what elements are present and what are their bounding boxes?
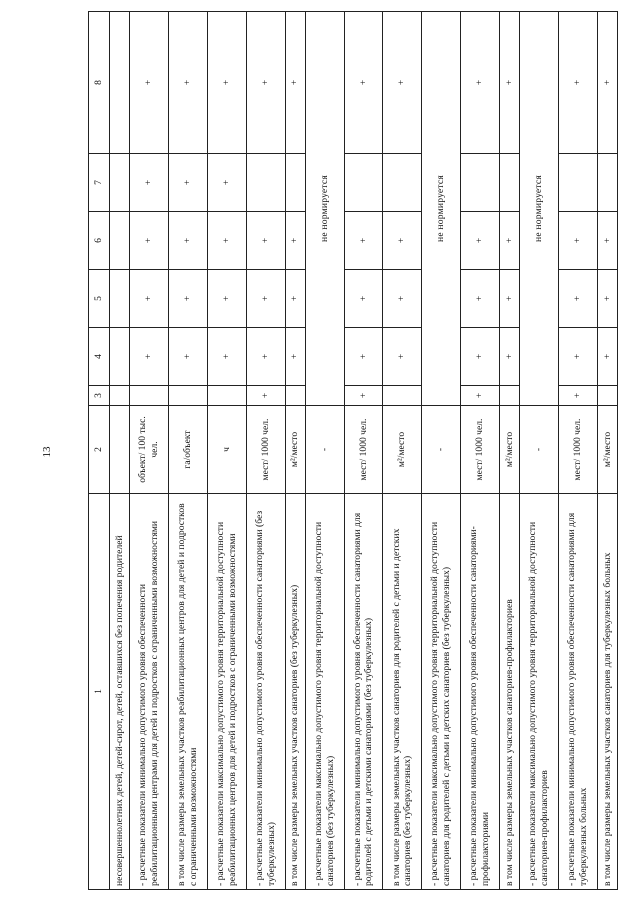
indicator-name-cell: - расчетные показатели максимально допустимого уровня территориальной доступности реабилитационных центров для детей и подростков с ограниченными возможностями <box>207 494 246 890</box>
header-row <box>89 12 110 890</box>
table-row <box>344 12 383 890</box>
applicability-mark-cell <box>110 386 130 406</box>
indicator-name-cell: в том числе размеры земельных участков санаториев для родителей с детьми и детских санаториев (без туберкулезных) <box>383 494 422 890</box>
applicability-mark-cell <box>499 386 519 406</box>
table-row <box>461 12 500 890</box>
applicability-mark-cell: + <box>461 212 500 270</box>
applicability-mark-cell: + <box>130 328 169 386</box>
applicability-mark-cell: + <box>558 12 597 154</box>
unit-cell: мест/ 1000 чел. <box>344 406 383 494</box>
applicability-mark-cell: + <box>383 12 422 154</box>
applicability-mark-cell: + <box>597 328 617 386</box>
unit-cell: - <box>422 406 461 494</box>
applicability-mark-cell: + <box>597 212 617 270</box>
applicability-mark-cell: + <box>461 386 500 406</box>
column-header: 2 <box>89 406 110 494</box>
applicability-mark-cell <box>169 386 208 406</box>
table-row <box>246 12 285 890</box>
applicability-mark-cell: + <box>285 270 305 328</box>
unit-cell: мест/ 1000 чел. <box>558 406 597 494</box>
applicability-mark-cell <box>207 386 246 406</box>
table-row <box>110 12 130 890</box>
applicability-mark-cell: + <box>285 328 305 386</box>
unit-cell: - <box>520 406 559 494</box>
indicator-name-cell: в том числе размеры земельных участков санаториев-профилакториев <box>499 494 519 890</box>
applicability-mark-cell: + <box>285 12 305 154</box>
table-row <box>169 12 208 890</box>
standards-table <box>88 11 618 890</box>
table-row <box>520 12 559 890</box>
applicability-mark-cell <box>597 154 617 212</box>
not-regulated-note: не нормируется <box>520 12 559 406</box>
unit-cell: м²/место <box>597 406 617 494</box>
indicator-name-cell: в том числе размеры земельных участков санаториев для туберкулезных больных <box>597 494 617 890</box>
applicability-mark-cell <box>383 154 422 212</box>
table-body <box>110 12 618 890</box>
table-row <box>422 12 461 890</box>
applicability-mark-cell: + <box>169 12 208 154</box>
applicability-mark-cell: + <box>499 12 519 154</box>
applicability-mark-cell: + <box>207 12 246 154</box>
applicability-mark-cell <box>344 154 383 212</box>
applicability-mark-cell: + <box>383 270 422 328</box>
indicator-name-cell: в том числе размеры земельных участков реабилитационных центров для детей и подростков с ограниченными возможностями <box>169 494 208 890</box>
indicator-name-cell: - расчетные показатели минимально допустимого уровня обеспеченности санаториями-профилакториями <box>461 494 500 890</box>
table-row <box>207 12 246 890</box>
applicability-mark-cell <box>110 270 130 328</box>
applicability-mark-cell: + <box>383 328 422 386</box>
applicability-mark-cell: + <box>130 12 169 154</box>
applicability-mark-cell: + <box>558 270 597 328</box>
column-header: 6 <box>89 212 110 270</box>
unit-cell: мест/ 1000 чел. <box>461 406 500 494</box>
applicability-mark-cell: + <box>130 212 169 270</box>
applicability-mark-cell: + <box>246 386 285 406</box>
applicability-mark-cell: + <box>344 386 383 406</box>
applicability-mark-cell: + <box>169 270 208 328</box>
not-regulated-note: не нормируется <box>422 12 461 406</box>
applicability-mark-cell <box>110 212 130 270</box>
indicator-name-cell: - расчетные показатели максимально допустимого уровня территориальной доступности санаториев для родителей с детьми и детских санаториев (без туберкулезных) <box>422 494 461 890</box>
applicability-mark-cell: + <box>499 328 519 386</box>
applicability-mark-cell: + <box>130 154 169 212</box>
applicability-mark-cell: + <box>169 212 208 270</box>
column-header: 4 <box>89 328 110 386</box>
table-row <box>130 12 169 890</box>
applicability-mark-cell <box>110 12 130 154</box>
applicability-mark-cell <box>285 154 305 212</box>
unit-cell: ч <box>207 406 246 494</box>
not-regulated-note: не нормируется <box>305 12 344 406</box>
applicability-mark-cell: + <box>169 328 208 386</box>
applicability-mark-cell: + <box>246 212 285 270</box>
applicability-mark-cell <box>558 154 597 212</box>
applicability-mark-cell <box>499 154 519 212</box>
applicability-mark-cell: + <box>558 386 597 406</box>
applicability-mark-cell <box>130 386 169 406</box>
applicability-mark-cell: + <box>246 12 285 154</box>
indicator-name-cell: - расчетные показатели максимально допустимого уровня территориальной доступности санаториев (без туберкулезных) <box>305 494 344 890</box>
applicability-mark-cell <box>110 328 130 386</box>
applicability-mark-cell: + <box>499 270 519 328</box>
applicability-mark-cell: + <box>344 12 383 154</box>
applicability-mark-cell: + <box>558 212 597 270</box>
unit-cell: га/объект <box>169 406 208 494</box>
applicability-mark-cell: + <box>246 328 285 386</box>
applicability-mark-cell: + <box>207 328 246 386</box>
table-row <box>285 12 305 890</box>
table-row <box>305 12 344 890</box>
applicability-mark-cell: + <box>558 328 597 386</box>
applicability-mark-cell: + <box>207 154 246 212</box>
applicability-mark-cell: + <box>597 12 617 154</box>
applicability-mark-cell: + <box>246 270 285 328</box>
indicator-name-cell: несовершеннолетних детей, детей-сирот, детей, оставшихся без попечения родителей <box>110 494 130 890</box>
indicator-name-cell: - расчетные показатели минимально допустимого уровня обеспеченности санаториями (без туберкулезных) <box>246 494 285 890</box>
table-row <box>499 12 519 890</box>
indicator-name-cell: - расчетные показатели минимально допустимого уровня обеспеченности реабилитационными центрами для детей и подростков с ограниченными возможностями <box>130 494 169 890</box>
table-row <box>558 12 597 890</box>
applicability-mark-cell <box>597 386 617 406</box>
applicability-mark-cell: + <box>169 154 208 212</box>
applicability-mark-cell: + <box>207 212 246 270</box>
indicator-name-cell: - расчетные показатели максимально допустимого уровня территориальной доступности санаториев-профилакториев <box>520 494 559 890</box>
applicability-mark-cell <box>285 386 305 406</box>
applicability-mark-cell: + <box>344 328 383 386</box>
indicator-name-cell: в том числе размеры земельных участков санаториев (без туберкулезных) <box>285 494 305 890</box>
unit-cell: м²/место <box>499 406 519 494</box>
column-header: 7 <box>89 154 110 212</box>
applicability-mark-cell: + <box>597 270 617 328</box>
applicability-mark-cell: + <box>461 270 500 328</box>
applicability-mark-cell: + <box>344 270 383 328</box>
unit-cell <box>110 406 130 494</box>
table-row <box>383 12 422 890</box>
page-number: 13 <box>41 446 53 458</box>
unit-cell: мест/ 1000 чел. <box>246 406 285 494</box>
unit-cell: - <box>305 406 344 494</box>
table-row <box>597 12 617 890</box>
applicability-mark-cell: + <box>344 212 383 270</box>
table-rotated-container <box>88 12 618 890</box>
indicator-name-cell: - расчетные показатели минимально допустимого уровня обеспеченности санаториями для туберкулезных больных <box>558 494 597 890</box>
applicability-mark-cell: + <box>461 12 500 154</box>
column-header: 1 <box>89 494 110 890</box>
applicability-mark-cell: + <box>499 212 519 270</box>
applicability-mark-cell: + <box>461 328 500 386</box>
unit-cell: м²/место <box>285 406 305 494</box>
applicability-mark-cell <box>110 154 130 212</box>
table-area <box>88 12 618 890</box>
column-header: 3 <box>89 386 110 406</box>
applicability-mark-cell: + <box>383 212 422 270</box>
applicability-mark-cell <box>461 154 500 212</box>
column-header: 5 <box>89 270 110 328</box>
unit-cell: м²/место <box>383 406 422 494</box>
applicability-mark-cell: + <box>130 270 169 328</box>
applicability-mark-cell <box>246 154 285 212</box>
applicability-mark-cell: + <box>207 270 246 328</box>
applicability-mark-cell <box>383 386 422 406</box>
indicator-name-cell: - расчетные показатели минимально допустимого уровня обеспеченности санаториями для родителей с детьми и детскими санаториями (без туберкулезных) <box>344 494 383 890</box>
column-header: 8 <box>89 12 110 154</box>
unit-cell: объект/ 100 тыс. чел. <box>130 406 169 494</box>
applicability-mark-cell: + <box>285 212 305 270</box>
